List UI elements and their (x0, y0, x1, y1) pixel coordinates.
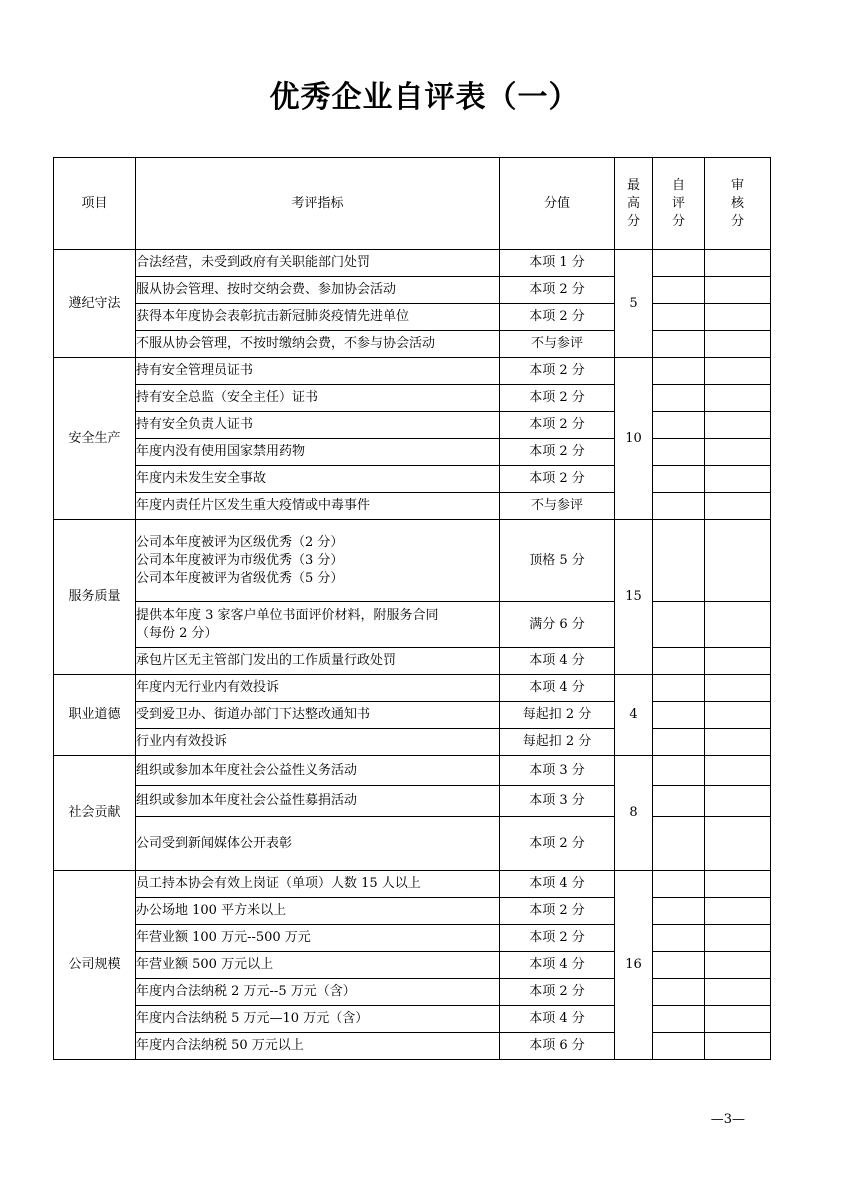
review-score-cell[interactable] (705, 250, 771, 277)
table-row (54, 385, 771, 412)
review-score-cell[interactable] (705, 979, 771, 1006)
review-score-cell[interactable] (705, 602, 771, 648)
header-self-char: 分 (671, 213, 685, 229)
indicator-line: 年度内合法纳税 50 万元以上 (136, 1038, 304, 1053)
review-score-cell[interactable] (705, 304, 771, 331)
score-value-cell: 本项 2 分 (500, 979, 615, 1006)
indicator-line: 员工持本协会有效上岗证（单项）人数 15 人以上 (136, 876, 421, 891)
indicator-line: 持有安全负责人证书 (136, 417, 254, 432)
table-row (54, 952, 771, 979)
max-score-cell: 15 (615, 520, 653, 675)
page-number: —3— (710, 1112, 745, 1127)
review-score-cell[interactable] (705, 466, 771, 493)
header-indicator: 考评指标 (136, 158, 500, 250)
score-value-cell: 本项 2 分 (500, 898, 615, 925)
table-row (54, 979, 771, 1006)
indicator-cell (136, 786, 500, 817)
score-value-cell: 本项 2 分 (500, 817, 615, 871)
indicator-line: 承包片区无主管部门发出的工作质量行政处罚 (136, 653, 397, 668)
review-score-cell[interactable] (705, 385, 771, 412)
score-value-cell: 满分 6 分 (500, 602, 615, 648)
table-row (54, 520, 771, 602)
indicator-line: 组织或参加本年度社会公益性募捐活动 (136, 793, 358, 808)
indicator-line: 年度内合法纳税 5 万元—10 万元（含） (136, 1011, 369, 1026)
score-value-cell: 本项 2 分 (500, 304, 615, 331)
category-cell: 公司规模 (54, 871, 136, 1060)
self-evaluation-table (53, 157, 771, 1060)
table-row (54, 1033, 771, 1060)
indicator-cell (136, 817, 500, 871)
score-value-cell: 本项 2 分 (500, 439, 615, 466)
header-self-score (653, 158, 705, 250)
indicator-cell (136, 277, 500, 304)
indicator-cell (136, 358, 500, 385)
indicator-cell (136, 493, 500, 520)
indicator-line: 公司本年度被评为省级优秀（5 分） (136, 570, 344, 586)
indicator-cell (136, 602, 500, 648)
indicator-line: 年度内没有使用国家禁用药物 (136, 444, 306, 459)
self-score-cell[interactable] (653, 952, 705, 979)
self-score-cell[interactable] (653, 250, 705, 277)
self-score-cell[interactable] (653, 331, 705, 358)
indicator-cell (136, 520, 500, 602)
review-score-cell[interactable] (705, 331, 771, 358)
review-score-cell[interactable] (705, 358, 771, 385)
review-score-cell[interactable] (705, 675, 771, 702)
indicator-cell (136, 466, 500, 493)
self-score-cell[interactable] (653, 277, 705, 304)
max-score-cell: 10 (615, 358, 653, 520)
self-score-cell[interactable] (653, 439, 705, 466)
indicator-cell (136, 675, 500, 702)
score-value-cell: 本项 2 分 (500, 385, 615, 412)
review-score-cell[interactable] (705, 1033, 771, 1060)
score-value-cell: 本项 3 分 (500, 756, 615, 786)
review-score-cell[interactable] (705, 520, 771, 602)
indicator-line: 年度内未发生安全事故 (136, 471, 267, 486)
review-score-cell[interactable] (705, 412, 771, 439)
score-value-cell: 每起扣 2 分 (500, 729, 615, 756)
self-score-cell[interactable] (653, 979, 705, 1006)
table-row (54, 702, 771, 729)
indicator-cell (136, 952, 500, 979)
score-value-cell: 本项 1 分 (500, 250, 615, 277)
table-row (54, 1006, 771, 1033)
self-score-cell[interactable] (653, 466, 705, 493)
score-value-cell: 本项 6 分 (500, 1033, 615, 1060)
table-row (54, 304, 771, 331)
indicator-line: 年度内合法纳税 2 万元--5 万元（含） (136, 984, 356, 999)
indicator-cell (136, 648, 500, 675)
header-item: 项目 (54, 158, 136, 250)
table-row (54, 466, 771, 493)
score-value-cell: 本项 4 分 (500, 648, 615, 675)
max-score-cell: 4 (615, 675, 653, 756)
category-cell: 遵纪守法 (54, 250, 136, 358)
indicator-line: 获得本年度协会表彰抗击新冠肺炎疫情先进单位 (136, 309, 410, 324)
score-value-cell: 本项 2 分 (500, 925, 615, 952)
header-review-char: 分 (730, 213, 744, 229)
table-body (54, 158, 771, 1060)
table-row (54, 602, 771, 648)
header-row (54, 158, 771, 250)
indicator-line: 受到爱卫办、街道办部门下达整改通知书 (136, 707, 371, 722)
indicator-cell (136, 250, 500, 277)
review-score-cell[interactable] (705, 439, 771, 466)
indicator-cell (136, 412, 500, 439)
review-score-cell[interactable] (705, 952, 771, 979)
table-row (54, 277, 771, 304)
indicator-line: 持有安全总监（安全主任）证书 (136, 390, 319, 405)
table-row (54, 871, 771, 898)
indicator-cell (136, 1033, 500, 1060)
score-value-cell: 本项 2 分 (500, 412, 615, 439)
self-score-cell[interactable] (653, 520, 705, 602)
indicator-cell (136, 925, 500, 952)
review-score-cell[interactable] (705, 493, 771, 520)
category-cell: 职业道德 (54, 675, 136, 756)
indicator-line: 年营业额 100 万元--500 万元 (136, 930, 311, 945)
self-score-cell[interactable] (653, 786, 705, 817)
self-score-cell[interactable] (653, 898, 705, 925)
indicator-line: （每份 2 分） (136, 625, 218, 641)
table-row (54, 786, 771, 817)
indicator-line: 办公场地 100 平方米以上 (136, 903, 287, 918)
table-row (54, 412, 771, 439)
table-row (54, 331, 771, 358)
header-review-char: 审 (730, 177, 744, 193)
indicator-cell (136, 898, 500, 925)
score-value-cell: 本项 2 分 (500, 466, 615, 493)
self-score-cell[interactable] (653, 756, 705, 786)
indicator-line: 持有安全管理员证书 (136, 363, 254, 378)
indicator-line: 服从协会管理、按时交纳会费、参加协会活动 (136, 282, 397, 297)
indicator-line: 年度内责任片区发生重大疫情或中毒事件 (136, 498, 371, 513)
review-score-cell[interactable] (705, 729, 771, 756)
header-max-char: 最 (626, 177, 640, 193)
indicator-cell (136, 756, 500, 786)
table-row (54, 675, 771, 702)
indicator-cell (136, 702, 500, 729)
score-value-cell: 顶格 5 分 (500, 520, 615, 602)
category-cell: 安全生产 (54, 358, 136, 520)
score-value-cell: 本项 3 分 (500, 786, 615, 817)
max-score-cell: 5 (615, 250, 653, 358)
score-value-cell: 不与参评 (500, 331, 615, 358)
self-score-cell[interactable] (653, 412, 705, 439)
indicator-cell (136, 304, 500, 331)
table-row (54, 493, 771, 520)
table-row (54, 898, 771, 925)
indicator-cell (136, 729, 500, 756)
self-score-cell[interactable] (653, 702, 705, 729)
indicator-line: 不服从协会管理，不按时缴纳会费，不参与协会活动 (136, 336, 436, 351)
indicator-cell (136, 439, 500, 466)
self-score-cell[interactable] (653, 1006, 705, 1033)
score-value-cell: 每起扣 2 分 (500, 702, 615, 729)
score-value-cell: 本项 4 分 (500, 952, 615, 979)
review-score-cell[interactable] (705, 786, 771, 817)
indicator-line: 公司受到新闻媒体公开表彰 (136, 835, 293, 851)
category-cell: 服务质量 (54, 520, 136, 675)
review-score-cell[interactable] (705, 277, 771, 304)
indicator-cell (136, 871, 500, 898)
score-value-cell: 本项 2 分 (500, 277, 615, 304)
indicator-line: 年营业额 500 万元以上 (136, 957, 274, 972)
header-max-char: 分 (626, 213, 640, 229)
table-row (54, 439, 771, 466)
indicator-line: 组织或参加本年度社会公益性义务活动 (136, 762, 358, 778)
header-self-char: 自 (671, 177, 685, 193)
table-row (54, 358, 771, 385)
self-score-cell[interactable] (653, 304, 705, 331)
self-score-cell[interactable] (653, 871, 705, 898)
header-max-score (615, 158, 653, 250)
table-row (54, 250, 771, 277)
review-score-cell[interactable] (705, 1006, 771, 1033)
table-row (54, 817, 771, 871)
indicator-line: 合法经营，未受到政府有关职能部门处罚 (136, 255, 371, 270)
indicator-cell (136, 979, 500, 1006)
page-title: 优秀企业自评表（一） (269, 80, 580, 115)
review-score-cell[interactable] (705, 925, 771, 952)
header-review-char: 核 (730, 195, 744, 211)
self-score-cell[interactable] (653, 602, 705, 648)
review-score-cell[interactable] (705, 898, 771, 925)
review-score-cell[interactable] (705, 817, 771, 871)
table-row (54, 648, 771, 675)
self-score-cell[interactable] (653, 358, 705, 385)
self-score-cell[interactable] (653, 1033, 705, 1060)
score-value-cell: 本项 4 分 (500, 871, 615, 898)
score-value-cell: 本项 4 分 (500, 675, 615, 702)
indicator-line: 行业内有效投诉 (136, 734, 228, 749)
review-score-cell[interactable] (705, 648, 771, 675)
indicator-cell (136, 1006, 500, 1033)
indicator-line: 年度内无行业内有效投诉 (136, 680, 280, 695)
self-score-cell[interactable] (653, 385, 705, 412)
score-value-cell: 不与参评 (500, 493, 615, 520)
self-score-cell[interactable] (653, 648, 705, 675)
max-score-cell: 8 (615, 756, 653, 871)
self-score-cell[interactable] (653, 817, 705, 871)
self-score-cell[interactable] (653, 493, 705, 520)
score-value-cell: 本项 2 分 (500, 358, 615, 385)
indicator-cell (136, 331, 500, 358)
table-row (54, 925, 771, 952)
table-row (54, 756, 771, 786)
indicator-line: 提供本年度 3 家客户单位书面评价材料，附服务合同 (136, 607, 439, 623)
table-row (54, 729, 771, 756)
indicator-cell (136, 385, 500, 412)
self-score-cell[interactable] (653, 729, 705, 756)
review-score-cell[interactable] (705, 871, 771, 898)
indicator-line: 公司本年度被评为区级优秀（2 分） (136, 534, 344, 550)
header-self-char: 评 (671, 195, 685, 211)
header-max-char: 高 (626, 195, 640, 211)
header-review-score (705, 158, 771, 250)
header-value: 分值 (500, 158, 615, 250)
self-score-cell[interactable] (653, 675, 705, 702)
score-value-cell: 本项 4 分 (500, 1006, 615, 1033)
review-score-cell[interactable] (705, 702, 771, 729)
review-score-cell[interactable] (705, 756, 771, 786)
max-score-cell: 16 (615, 871, 653, 1060)
category-cell: 社会贡献 (54, 756, 136, 871)
indicator-line: 公司本年度被评为市级优秀（3 分） (136, 552, 344, 568)
self-score-cell[interactable] (653, 925, 705, 952)
